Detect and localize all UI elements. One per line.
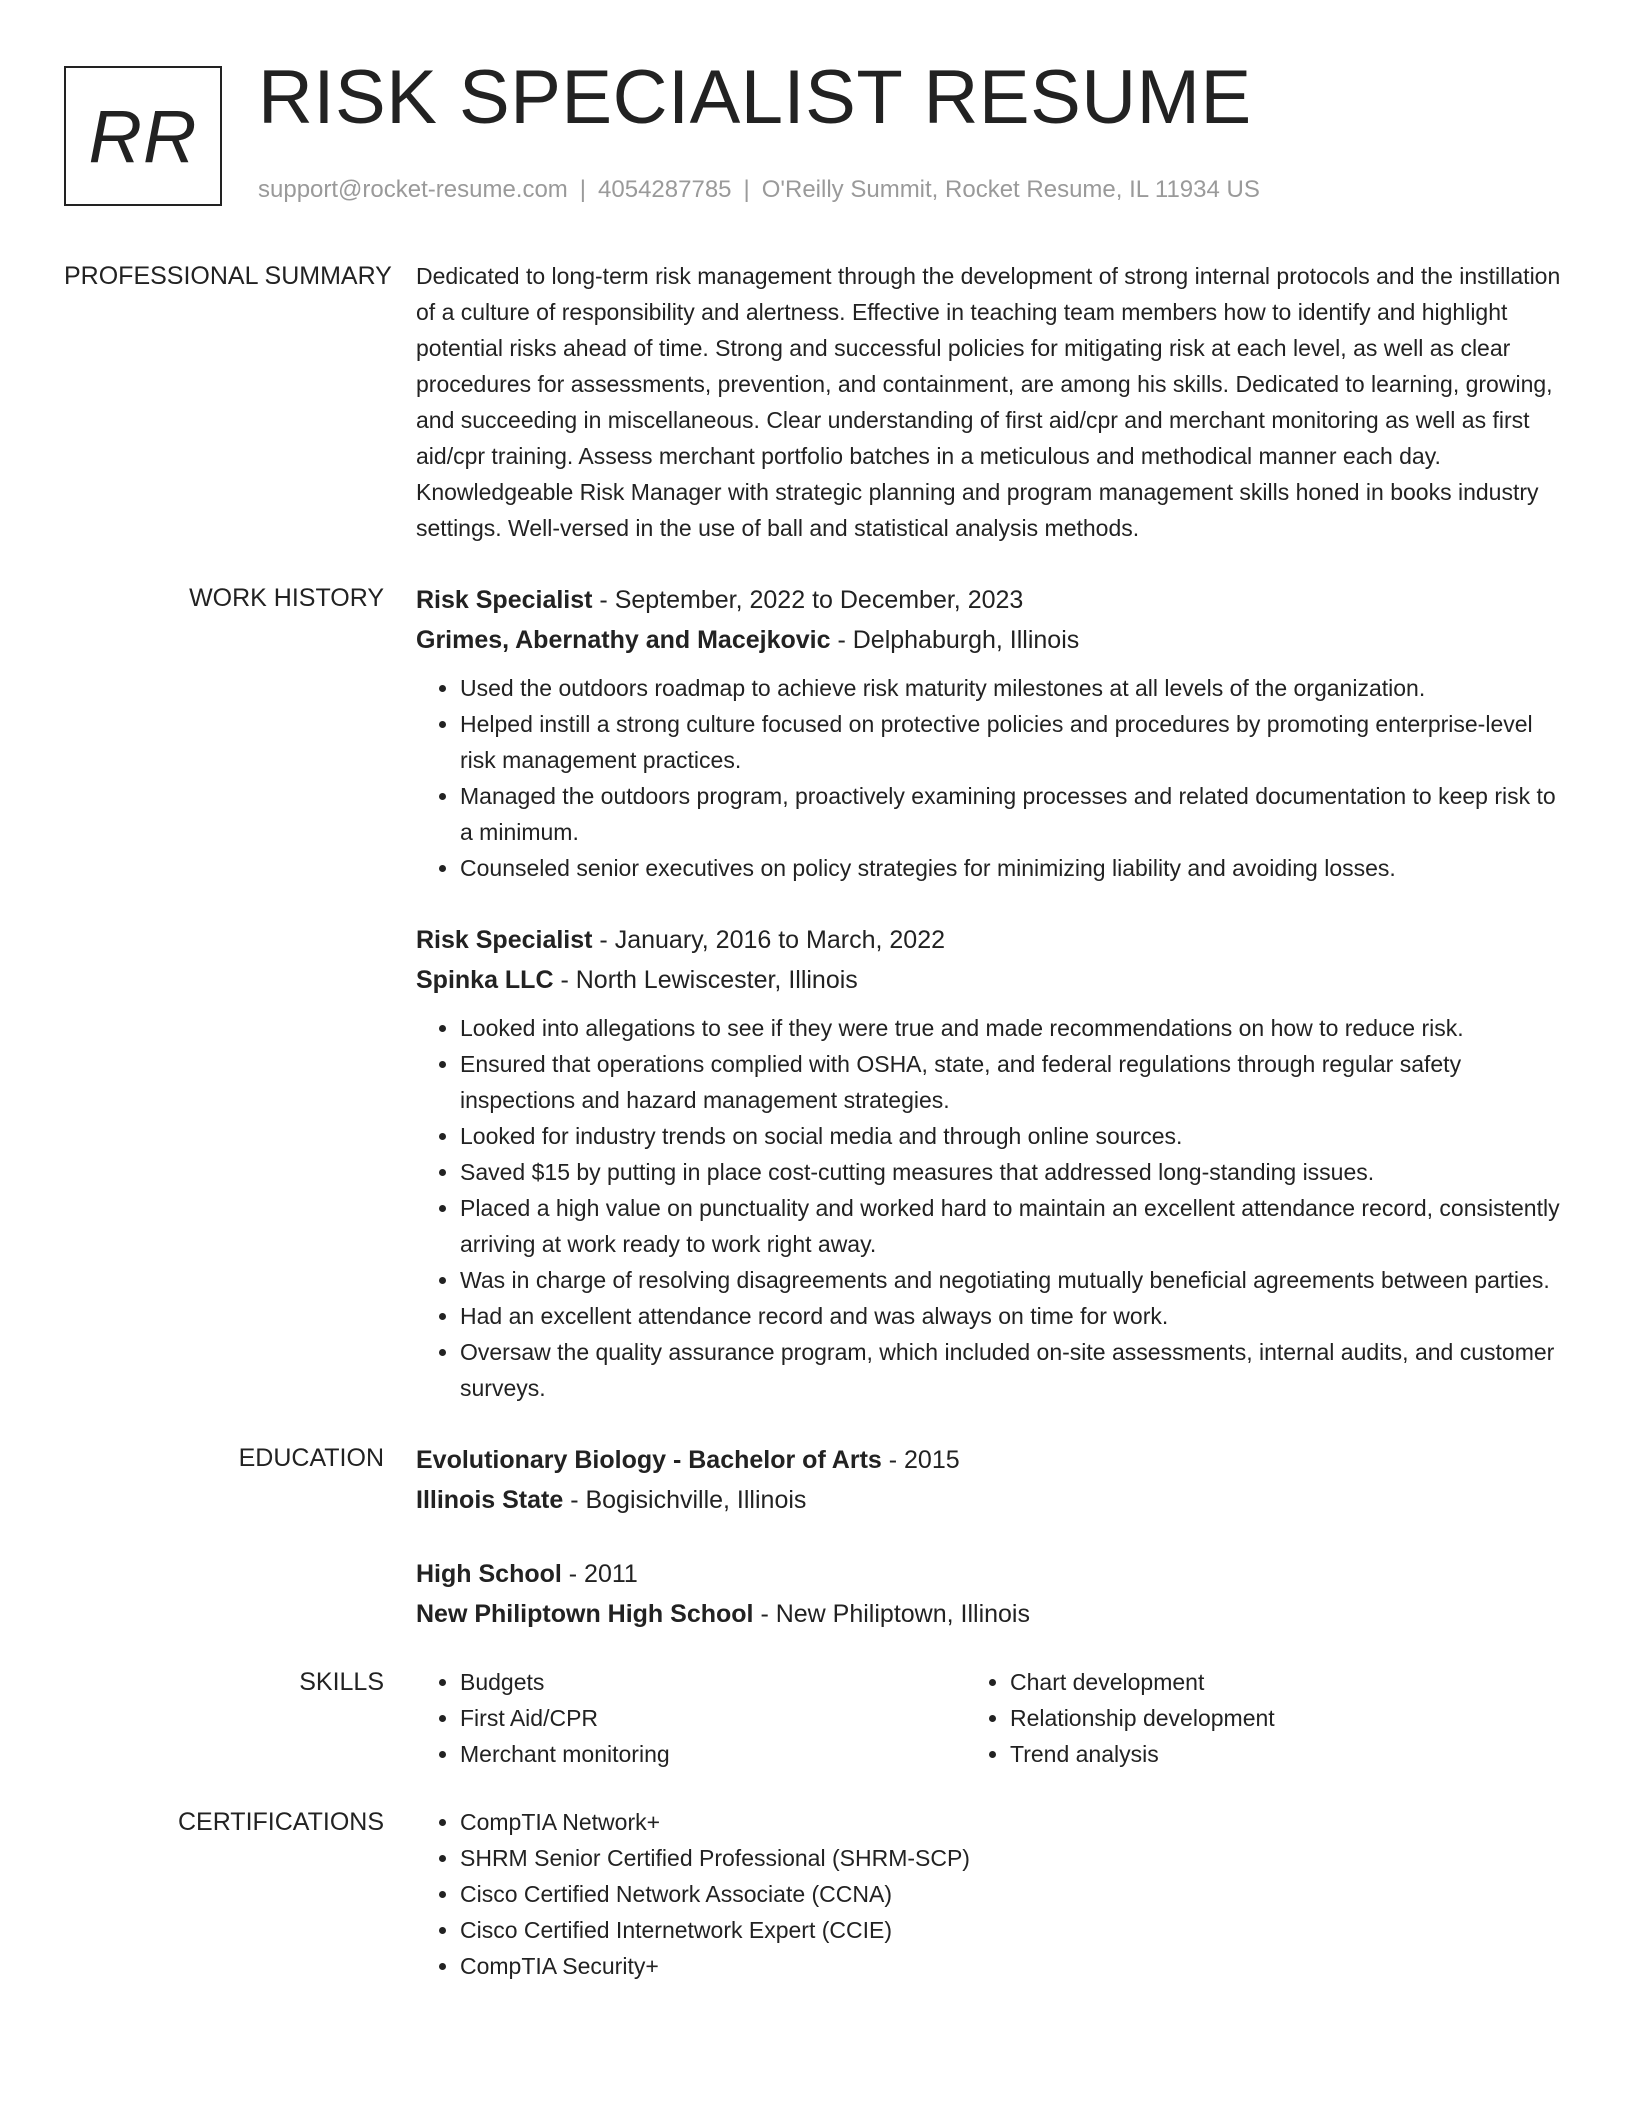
section-label-education: EDUCATION <box>238 1444 384 1472</box>
list-item: • Budgets <box>460 1664 966 1700</box>
education-location: - New Philiptown, Illinois <box>753 1600 1030 1628</box>
contact-separator: | <box>579 176 587 203</box>
resume-sections <box>64 258 1574 1984</box>
section-label-work: WORK HISTORY <box>189 584 384 612</box>
section-certifications <box>64 1804 1574 1984</box>
job-location: - Delphaburgh, Illinois <box>830 626 1080 654</box>
skills-column-right <box>966 1664 1574 1772</box>
list-item: • Cisco Certified Network Associate (CCNA) <box>460 1876 1574 1912</box>
list-item: • Helped instill a strong culture focused on protective policies and procedures by promoting enterprise-level risk management practices. <box>460 706 1574 778</box>
education-degree: Evolutionary Biology - Bachelor of Arts <box>416 1446 882 1474</box>
contact-address: O'Reilly Summit, Rocket Resume, IL 11934 US <box>761 176 1260 203</box>
monogram-initials: RR <box>88 94 198 178</box>
education-year: - 2011 <box>561 1560 638 1588</box>
list-item: • CompTIA Network+ <box>460 1804 1574 1840</box>
list-item: • Managed the outdoors program, proactively examining processes and related documentation to keep risk to a minimum. <box>460 778 1574 850</box>
list-item: • Placed a high value on punctuality and worked hard to maintain an excellent attendance record, consistently arriving at work ready to work right away. <box>460 1190 1574 1262</box>
job-title-line <box>416 580 1574 620</box>
skills-body <box>416 1664 1574 1772</box>
job-location: - North Lewiscester, Illinois <box>553 966 858 994</box>
list-item: • Chart development <box>1010 1664 1574 1700</box>
education-degree-line <box>416 1440 1574 1480</box>
list-item: • Saved $15 by putting in place cost-cutting measures that addressed long-standing issues. <box>460 1154 1574 1190</box>
list-item: • Oversaw the quality assurance program, which included on-site assessments, internal audits, and customer surveys. <box>460 1334 1574 1406</box>
education-year: - 2015 <box>881 1446 960 1474</box>
job-entry <box>416 580 1574 886</box>
skills-grid <box>416 1664 1574 1772</box>
job-bullets <box>416 670 1574 886</box>
education-location: - Bogisichville, Illinois <box>563 1486 807 1514</box>
job-bullets <box>416 1010 1574 1406</box>
list-item: • Was in charge of resolving disagreements and negotiating mutually beneficial agreements between parties. <box>460 1262 1574 1298</box>
list-item: • CompTIA Security+ <box>460 1948 1574 1984</box>
contact-line <box>258 176 1260 204</box>
job-entry <box>416 920 1574 1406</box>
list-item: • Relationship development <box>1010 1700 1574 1736</box>
list-item: • Looked for industry trends on social media and through online sources. <box>460 1118 1574 1154</box>
education-body <box>416 1440 1574 1634</box>
education-school: New Philiptown High School <box>416 1600 754 1628</box>
job-company-line <box>416 960 1574 1000</box>
list-item: • Had an excellent attendance record and was always on time for work. <box>460 1298 1574 1334</box>
section-skills <box>64 1664 1574 1772</box>
list-item: • Cisco Certified Internetwork Expert (CCIE) <box>460 1912 1574 1948</box>
job-dates: - September, 2022 to December, 2023 <box>592 586 1024 614</box>
job-company: Spinka LLC <box>416 966 554 994</box>
skills-column-left <box>416 1664 966 1772</box>
job-title: Risk Specialist <box>416 926 593 954</box>
education-school-line <box>416 1480 1574 1520</box>
list-item: • Trend analysis <box>1010 1736 1574 1772</box>
certifications-body <box>416 1804 1574 1984</box>
section-work-history <box>64 580 1574 1406</box>
education-degree: High School <box>416 1560 562 1588</box>
list-item: • Ensured that operations complied with OSHA, state, and federal regulations through regular safety inspections and hazard management strategies. <box>460 1046 1574 1118</box>
contact-email[interactable]: support@rocket-resume.com <box>258 176 568 203</box>
education-entry <box>416 1554 1574 1634</box>
summary-body <box>416 258 1574 546</box>
list-item: • Counseled senior executives on policy strategies for minimizing liability and avoiding losses. <box>460 850 1574 886</box>
list-item: • First Aid/CPR <box>460 1700 966 1736</box>
monogram-logo <box>64 66 222 206</box>
job-company-line <box>416 620 1574 660</box>
certifications-list <box>416 1804 1574 1984</box>
section-label-skills: SKILLS <box>299 1668 384 1696</box>
section-label-certifications: CERTIFICATIONS <box>177 1808 384 1836</box>
education-school: Illinois State <box>416 1486 564 1514</box>
contact-phone[interactable]: 4054287785 <box>598 176 732 203</box>
education-degree-line <box>416 1554 1574 1594</box>
job-dates: - January, 2016 to March, 2022 <box>592 926 945 954</box>
education-entry <box>416 1440 1574 1520</box>
section-summary <box>64 258 1574 546</box>
work-body <box>416 580 1574 1406</box>
list-item: • Merchant monitoring <box>460 1736 966 1772</box>
contact-separator: | <box>743 176 750 203</box>
education-school-line <box>416 1594 1574 1634</box>
job-title: Risk Specialist <box>416 586 593 614</box>
resume-title: RISK SPECIALIST RESUME <box>258 55 1252 140</box>
list-item: • Used the outdoors roadmap to achieve risk maturity milestones at all levels of the organization. <box>460 670 1574 706</box>
job-company: Grimes, Abernathy and Macejkovic <box>416 626 831 654</box>
summary-text: Dedicated to long-term risk management through the development of strong internal protocols and the instillation of a culture of responsibility and alertness. Effective in teaching team members how to identify and highlight potential risks ahead of time. Strong and successful policies for mitigating risk at each level, as well as clear procedures for assessments, prevention, and containment, are among his skills. Dedicated to learning, growing, and succeeding in miscellaneous. Clear understanding of first aid/cpr and merchant monitoring as well as first aid/cpr training. Assess merchant portfolio batches in a meticulous and methodical manner each day. Knowledgeable Risk Manager with strategic planning and program management skills honed in books industry settings. Well-versed in the use of ball and statistical analysis methods. <box>416 263 1561 541</box>
list-item: • Looked into allegations to see if they were true and made recommendations on how to reduce risk. <box>460 1010 1574 1046</box>
section-education <box>64 1440 1574 1634</box>
list-item: • SHRM Senior Certified Professional (SHRM-SCP) <box>460 1840 1574 1876</box>
job-title-line <box>416 920 1574 960</box>
section-label-summary: PROFESSIONAL SUMMARY <box>64 262 392 290</box>
